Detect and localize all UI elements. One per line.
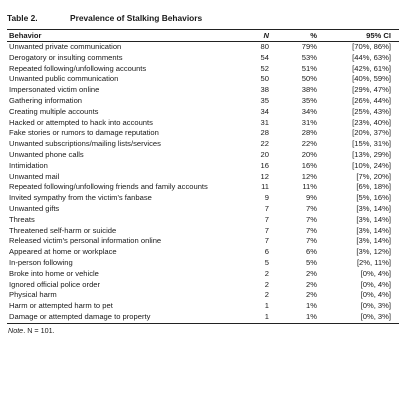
row-behavior: Unwanted gifts xyxy=(9,203,60,213)
row-n: 16 xyxy=(260,160,269,170)
row-percent: 2% xyxy=(306,290,317,300)
row-ci: [0%, 4%] xyxy=(360,279,391,289)
row-ci: [7%, 20%] xyxy=(356,171,391,181)
row-percent: 6% xyxy=(306,247,317,257)
row-n: 20 xyxy=(260,149,269,159)
row-behavior: Invited sympathy from the victim's fanbase xyxy=(9,193,152,203)
row-percent: 79% xyxy=(301,42,317,51)
row-percent: 5% xyxy=(306,257,317,267)
table-row xyxy=(7,280,399,291)
row-ci: [2%, 11%] xyxy=(356,257,391,267)
table-row xyxy=(7,236,399,247)
row-n: 50 xyxy=(260,74,269,84)
note-separator: . xyxy=(23,325,28,335)
row-ci: [26%, 44%] xyxy=(352,95,391,105)
row-ci: [3%, 14%] xyxy=(356,236,391,246)
row-ci: [0%, 3%] xyxy=(360,301,391,311)
row-percent: 38% xyxy=(301,85,317,95)
row-behavior: Unwanted private communication xyxy=(9,42,122,51)
row-behavior: Physical harm xyxy=(9,290,57,300)
table-header xyxy=(7,30,399,42)
row-behavior: Intimidation xyxy=(9,160,48,170)
table-note xyxy=(7,326,391,335)
row-percent: 53% xyxy=(301,52,317,62)
row-percent: 7% xyxy=(306,225,317,235)
row-n: 1 xyxy=(264,311,269,321)
row-behavior: Released victim's personal information online xyxy=(9,236,162,246)
table-row xyxy=(7,64,399,75)
row-percent: 28% xyxy=(301,128,317,138)
row-percent: 1% xyxy=(306,311,317,321)
row-behavior: Impersonated victim online xyxy=(9,85,100,95)
note-text: N = 101. xyxy=(27,325,55,335)
row-percent: 50% xyxy=(301,74,317,84)
row-n: 12 xyxy=(260,171,269,181)
row-behavior: In-person following xyxy=(9,257,73,267)
table-row xyxy=(7,74,399,85)
row-ci: [3%, 12%] xyxy=(356,247,391,257)
row-behavior: Gathering information xyxy=(9,95,83,105)
table-row xyxy=(7,42,399,53)
header-behavior: Behavior xyxy=(9,31,42,40)
row-n: 2 xyxy=(264,268,269,278)
row-n: 7 xyxy=(264,203,269,213)
table-row xyxy=(7,247,399,258)
row-percent: 1% xyxy=(306,301,317,311)
table-row xyxy=(7,161,399,172)
row-ci: [3%, 14%] xyxy=(356,214,391,224)
row-percent: 12% xyxy=(301,171,317,181)
row-ci: [15%, 31%] xyxy=(352,139,391,149)
table-row xyxy=(7,53,399,64)
table-row xyxy=(7,204,399,215)
table-row xyxy=(7,139,399,150)
row-behavior: Broke into home or vehicle xyxy=(9,268,99,278)
row-ci: [44%, 63%] xyxy=(352,52,391,62)
table-body xyxy=(7,42,399,324)
row-behavior: Unwanted phone calls xyxy=(9,149,84,159)
table-row xyxy=(7,226,399,237)
row-behavior: Repeated following/unfollowing friends and family accounts xyxy=(9,182,208,192)
row-n: 11 xyxy=(261,182,269,192)
row-n: 28 xyxy=(260,128,269,138)
row-n: 5 xyxy=(264,257,269,267)
prevalence-table xyxy=(7,29,399,324)
row-percent: 31% xyxy=(301,117,317,127)
table-row xyxy=(7,128,399,139)
row-behavior: Unwanted public communication xyxy=(9,74,119,84)
row-percent: 2% xyxy=(306,268,317,278)
row-n: 1 xyxy=(264,301,269,311)
table-row xyxy=(7,301,399,312)
row-behavior: Damage or attempted damage to property xyxy=(9,311,151,321)
row-ci: [5%, 16%] xyxy=(356,193,391,203)
row-behavior: Fake stories or rumors to damage reputation xyxy=(9,128,159,138)
note-label: Note xyxy=(8,325,24,335)
row-behavior: Creating multiple accounts xyxy=(9,106,99,116)
table-row xyxy=(7,150,399,161)
row-percent: 51% xyxy=(301,63,317,73)
row-n: 6 xyxy=(264,247,269,257)
table-row xyxy=(7,269,399,280)
row-n: 2 xyxy=(264,290,269,300)
row-n: 9 xyxy=(264,193,269,203)
row-ci: [3%, 14%] xyxy=(356,225,391,235)
table-row xyxy=(7,85,399,96)
header-n: N xyxy=(263,31,269,40)
row-n: 2 xyxy=(264,279,269,289)
table-row xyxy=(7,312,399,323)
row-percent: 22% xyxy=(301,139,317,149)
table-caption xyxy=(7,12,391,25)
row-percent: 9% xyxy=(306,193,317,203)
table-row xyxy=(7,172,399,183)
row-n: 7 xyxy=(264,225,269,235)
row-ci: [13%, 29%] xyxy=(352,149,391,159)
row-ci: [0%, 4%] xyxy=(360,290,391,300)
row-ci: [29%, 47%] xyxy=(352,85,391,95)
row-ci: [42%, 61%] xyxy=(352,63,391,73)
table-title: Prevalence of Stalking Behaviors xyxy=(70,13,203,23)
row-n: 38 xyxy=(260,85,269,95)
table-row xyxy=(7,118,399,129)
row-behavior: Threatened self-harm or suicide xyxy=(9,225,117,235)
row-n: 35 xyxy=(260,95,269,105)
row-ci: [0%, 4%] xyxy=(360,268,391,278)
row-n: 7 xyxy=(264,214,269,224)
row-percent: 35% xyxy=(301,95,317,105)
table-number: Table 2. xyxy=(7,13,38,23)
table-row xyxy=(7,290,399,301)
row-ci: [10%, 24%] xyxy=(352,160,391,170)
row-behavior: Hacked or attempted to hack into accounts xyxy=(9,117,153,127)
row-behavior: Ignored official police order xyxy=(9,279,101,289)
table-row xyxy=(7,215,399,226)
header-ci: 95% CI xyxy=(366,31,391,40)
row-percent: 2% xyxy=(306,279,317,289)
row-percent: 11% xyxy=(302,182,317,192)
row-ci: [25%, 43%] xyxy=(352,106,391,116)
header-percent: % xyxy=(310,31,317,40)
row-behavior: Unwanted mail xyxy=(9,171,60,181)
row-percent: 7% xyxy=(306,236,317,246)
row-n: 80 xyxy=(260,42,269,51)
row-n: 54 xyxy=(260,52,269,62)
row-ci: [6%, 18%] xyxy=(356,182,391,192)
row-behavior: Appeared at home or workplace xyxy=(9,247,117,257)
row-behavior: Unwanted subscriptions/mailing lists/services xyxy=(9,139,161,149)
table-row xyxy=(7,96,399,107)
row-ci: [40%, 59%] xyxy=(352,74,391,84)
table-row xyxy=(7,107,399,118)
stalking-behaviors-table-block xyxy=(7,12,391,335)
row-percent: 7% xyxy=(306,214,317,224)
row-percent: 7% xyxy=(306,203,317,213)
row-ci: [0%, 3%] xyxy=(360,311,391,321)
row-behavior: Derogatory or insulting comments xyxy=(9,52,123,62)
row-percent: 34% xyxy=(301,106,317,116)
row-behavior: Threats xyxy=(9,214,35,224)
row-ci: [70%, 86%] xyxy=(352,42,391,51)
row-n: 22 xyxy=(260,139,269,149)
row-n: 34 xyxy=(260,106,269,116)
table-row xyxy=(7,193,399,204)
row-behavior: Repeated following/unfollowing accounts xyxy=(9,63,147,73)
header-row xyxy=(7,30,399,42)
row-behavior: Harm or attempted harm to pet xyxy=(9,301,113,311)
row-n: 52 xyxy=(260,63,269,73)
table-row xyxy=(7,182,399,193)
row-ci: [3%, 14%] xyxy=(356,203,391,213)
row-percent: 20% xyxy=(301,149,317,159)
row-ci: [20%, 37%] xyxy=(352,128,391,138)
table-row xyxy=(7,258,399,269)
row-ci: [23%, 40%] xyxy=(352,117,391,127)
row-n: 7 xyxy=(264,236,269,246)
row-n: 31 xyxy=(260,117,269,127)
row-percent: 16% xyxy=(301,160,317,170)
